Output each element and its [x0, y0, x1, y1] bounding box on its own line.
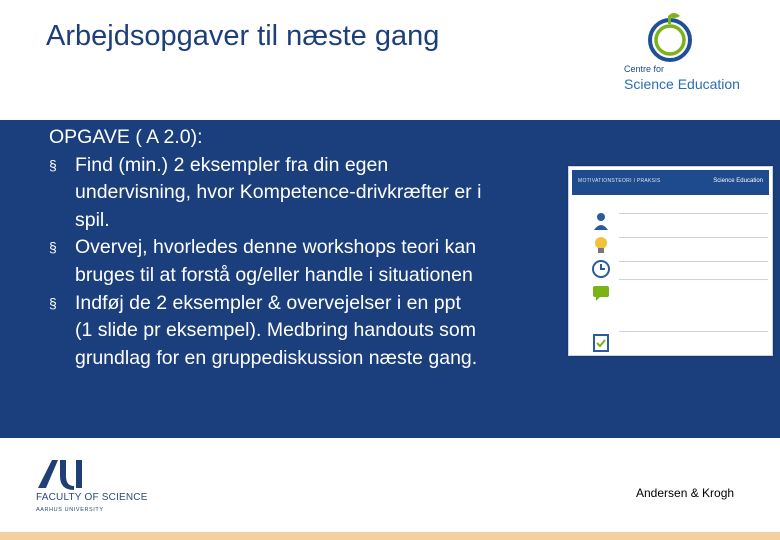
- apple-logo-icon: [618, 12, 768, 68]
- thumbnail-section: [619, 213, 768, 225]
- bullet-3-line-1: Indføj de 2 eksempler & overvejelser i en ppt: [75, 291, 461, 314]
- bullet-1-line-1: Find (min.) 2 eksempler fra din egen: [75, 153, 389, 176]
- thumbnail-section: [619, 279, 768, 301]
- bullet-1-line-3: spil.: [75, 208, 110, 231]
- lightbulb-icon: [591, 235, 611, 255]
- bullet-mark: §: [49, 239, 57, 256]
- checklist-icon: [591, 333, 611, 353]
- footer-rule: [0, 532, 780, 540]
- thumbnail-section: [619, 261, 768, 273]
- university-name: AARHUS UNIVERSITY: [36, 507, 104, 513]
- task-bullet-1: [49, 152, 579, 235]
- logo-line-1: Centre for: [624, 64, 665, 74]
- chat-icon: [591, 283, 611, 303]
- logo-line-2: Science Education: [624, 76, 740, 92]
- bullet-3-line-3: grundlag for en gruppediskussion næste gang.: [75, 346, 478, 369]
- aarhus-university-logo: [36, 458, 90, 490]
- bullet-3-line-2: (1 slide pr eksempel). Medbring handouts som: [75, 319, 477, 342]
- thumbnail-section: [619, 331, 768, 343]
- slide-title: Arbejdsopgaver til næste gang: [46, 20, 440, 52]
- bullet-2-line-1: Overvej, hvorledes denne workshops teori kan: [75, 236, 477, 259]
- task-bullet-2: [49, 234, 579, 289]
- thumbnail-header: [572, 170, 769, 195]
- bullet-1-line-2: undervisning, hvor Kompetence-drivkræfter er i: [75, 181, 482, 204]
- bullet-mark: §: [49, 294, 57, 311]
- centre-for-science-education-logo: [618, 12, 768, 96]
- thumbnail-brand: Science Education: [713, 178, 763, 184]
- clock-icon: [591, 259, 611, 279]
- faculty-name: FACULTY OF SCIENCE: [36, 492, 148, 503]
- bullet-mark: §: [49, 156, 57, 173]
- task-content: [49, 124, 579, 372]
- person-icon: [591, 211, 611, 231]
- handout-thumbnail: [568, 166, 773, 356]
- thumbnail-header-text: MOTIVATIONSTEORI I PRAKSIS: [578, 178, 661, 184]
- task-bullet-3: [49, 290, 579, 373]
- authors: Andersen & Krogh: [636, 486, 735, 500]
- bullet-2-line-2: bruges til at forstå og/eller handle i situationen: [75, 263, 473, 286]
- task-heading: OPGAVE ( A 2.0):: [49, 126, 203, 148]
- thumbnail-section: [619, 237, 768, 249]
